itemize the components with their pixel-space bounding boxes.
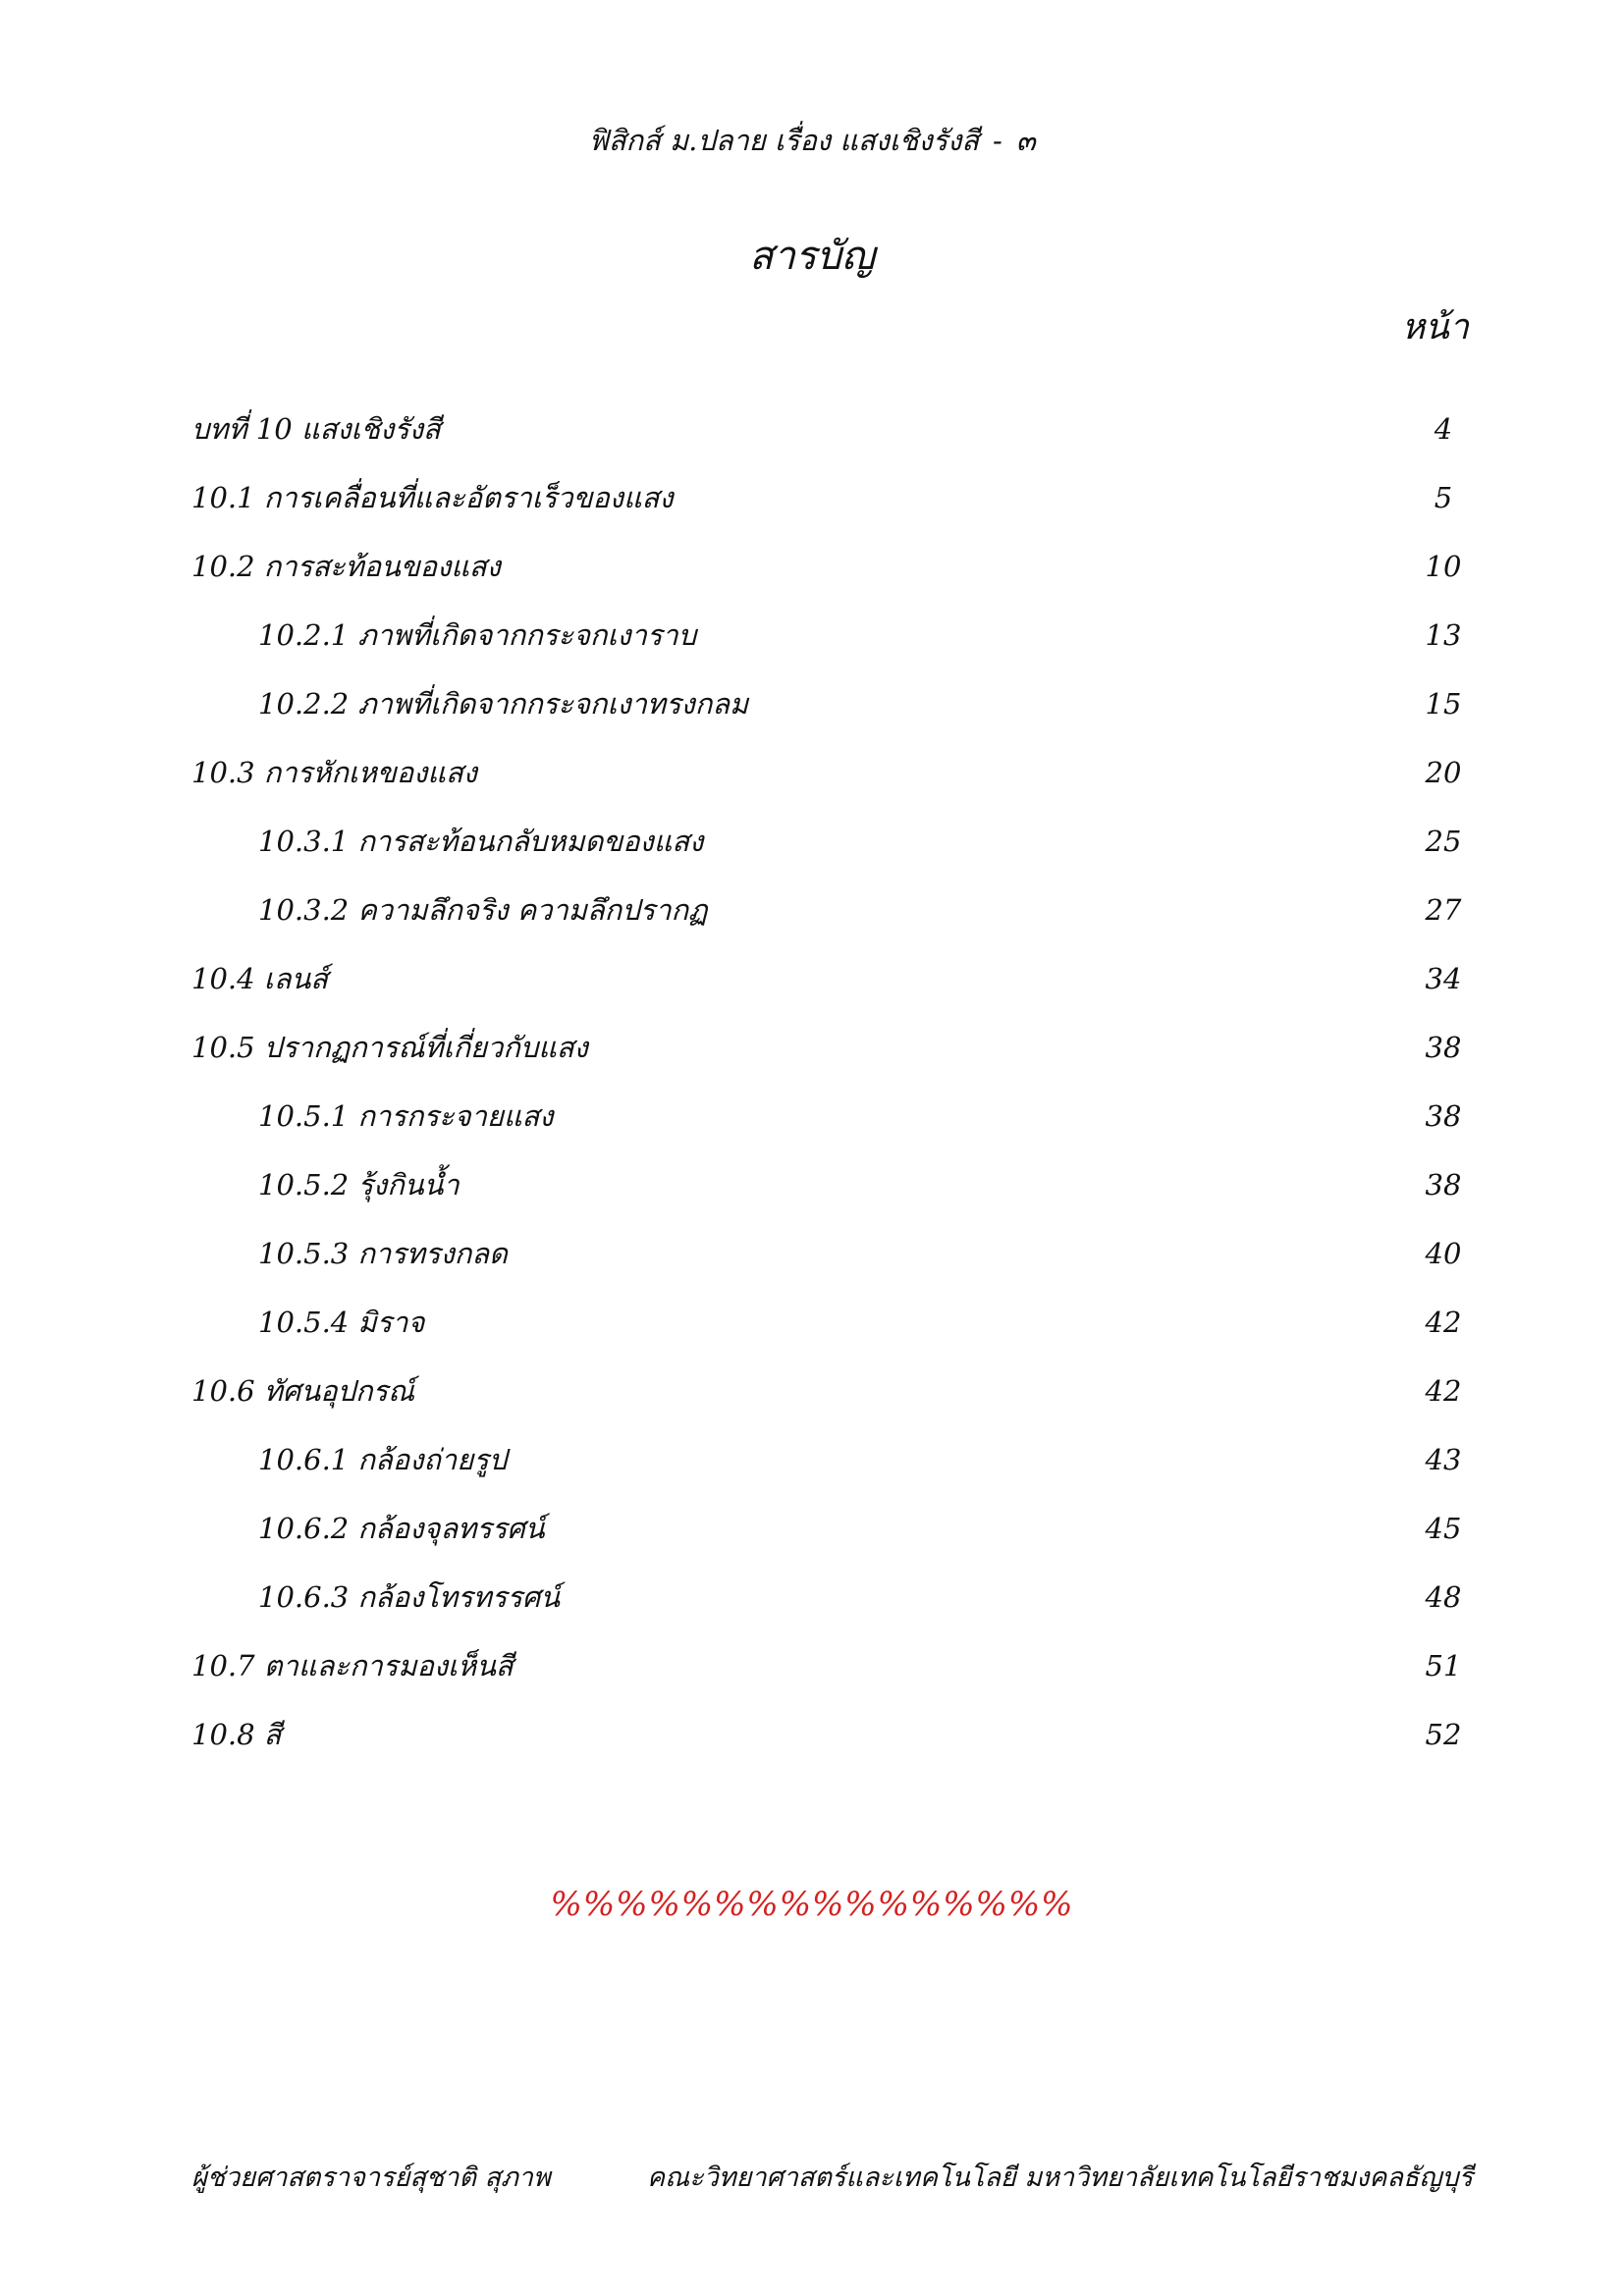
toc-entry-page: 13 [1425,618,1462,652]
toc-entry-page: 45 [1425,1512,1462,1545]
toc-entry-page: 52 [1425,1718,1462,1751]
toc-entry-page: 20 [1425,756,1462,789]
toc-entry-label: 10.1 การเคลื่อนที่และอัตราเร็วของแสง [191,481,674,514]
toc-entry-label: 10.5.4 มิราจ [258,1306,425,1339]
toc-entry-label: 10.3 การหักเหของแสง [191,756,477,789]
toc-entry [191,1507,1473,1575]
toc-entry-label: 10.6 ทัศนอุปกรณ์ [191,1374,415,1408]
toc-entry-label: 10.5 ปรากฏการณ์ที่เกี่ยวกับแสง [191,1031,588,1064]
toc-entry [191,888,1473,957]
toc-entry [191,1026,1473,1095]
toc-entry [191,1163,1473,1232]
page-title: สารบัญ [749,234,875,279]
toc-entry-page: 38 [1425,1031,1462,1064]
toc-entry-page: 42 [1425,1374,1462,1408]
toc-entry [191,1575,1473,1644]
header-page-number: ๓ [1015,124,1036,157]
toc-entry-page: 5 [1434,481,1453,514]
toc-entry-label: บทที่ 10 แสงเชิงรังสี [191,412,441,446]
toc-entry-label: 10.8 สี [191,1718,282,1751]
toc-entry-page: 38 [1425,1099,1462,1133]
toc-entry-label: 10.3.2 ความลึกจริง ความลึกปรากฏ [258,893,708,927]
table-of-contents [191,407,1473,1782]
toc-entry-page: 4 [1434,412,1453,446]
toc-entry [191,1644,1473,1713]
footer-author: ผู้ช่วยศาสตราจารย์สุชาติ สุภาพ [191,2163,551,2193]
toc-entry-label: 10.6.1 กล้องถ่ายรูป [258,1443,508,1476]
toc-entry-label: 10.5.2 รุ้งกินน้ำ [258,1168,460,1201]
toc-entry [191,1713,1473,1782]
toc-entry-page: 27 [1425,893,1462,927]
toc-entry [191,820,1473,888]
toc-entry-page: 43 [1425,1443,1462,1476]
toc-entry-label: 10.6.3 กล้องโทรทรรศน์ [258,1580,561,1614]
toc-entry [191,957,1473,1026]
toc-entry [191,1232,1473,1301]
toc-entry [191,1369,1473,1438]
running-title: ฟิสิกส์ ม.ปลาย เรื่อง แสงเชิงรังสี [588,124,980,157]
toc-entry-label: 10.2.1 ภาพที่เกิดจากกระจกเงาราบ [258,618,697,652]
running-header [0,118,1624,163]
toc-entry [191,751,1473,820]
header-dash: - [993,124,1002,157]
separator-line: %%%%%%%%%%%%%%%% [550,1885,1074,1924]
footer-institution: คณะวิทยาศาสตร์และเทคโนโลยี มหาวิทยาลัยเทคโนโลยีราชมงคลธัญบุรี [647,2163,1473,2193]
toc-entry [191,1438,1473,1507]
toc-entry [191,1095,1473,1163]
toc-entry-label: 10.2 การสะท้อนของแสง [191,550,501,583]
toc-entry [191,682,1473,751]
toc-entry-page: 15 [1425,687,1462,721]
toc-entry-label: 10.7 ตาและการมองเห็นสี [191,1649,514,1682]
toc-entry-page: 42 [1425,1306,1462,1339]
toc-entry-page: 34 [1425,962,1462,995]
toc-entry-label: 10.5.3 การทรงกลด [258,1237,508,1270]
toc-entry [191,614,1473,682]
toc-entry-page: 25 [1425,825,1462,858]
toc-entry-page: 48 [1425,1580,1462,1614]
page-column-label: หน้า [1401,307,1469,347]
toc-entry [191,545,1473,614]
toc-entry [191,1301,1473,1369]
toc-entry-page: 10 [1425,550,1462,583]
toc-entry-label: 10.3.1 การสะท้อนกลับหมดของแสง [258,825,704,858]
toc-entry [191,476,1473,545]
toc-entry-label: 10.2.2 ภาพที่เกิดจากกระจกเงาทรงกลม [258,687,749,721]
toc-entry-page: 51 [1425,1649,1462,1682]
toc-entry-label: 10.4 เลนส์ [191,962,328,995]
toc-entry [191,407,1473,476]
toc-entry-label: 10.6.2 กล้องจุลทรรศน์ [258,1512,545,1545]
toc-entry-page: 38 [1425,1168,1462,1201]
toc-entry-page: 40 [1425,1237,1462,1270]
toc-entry-label: 10.5.1 การกระจายแสง [258,1099,554,1133]
